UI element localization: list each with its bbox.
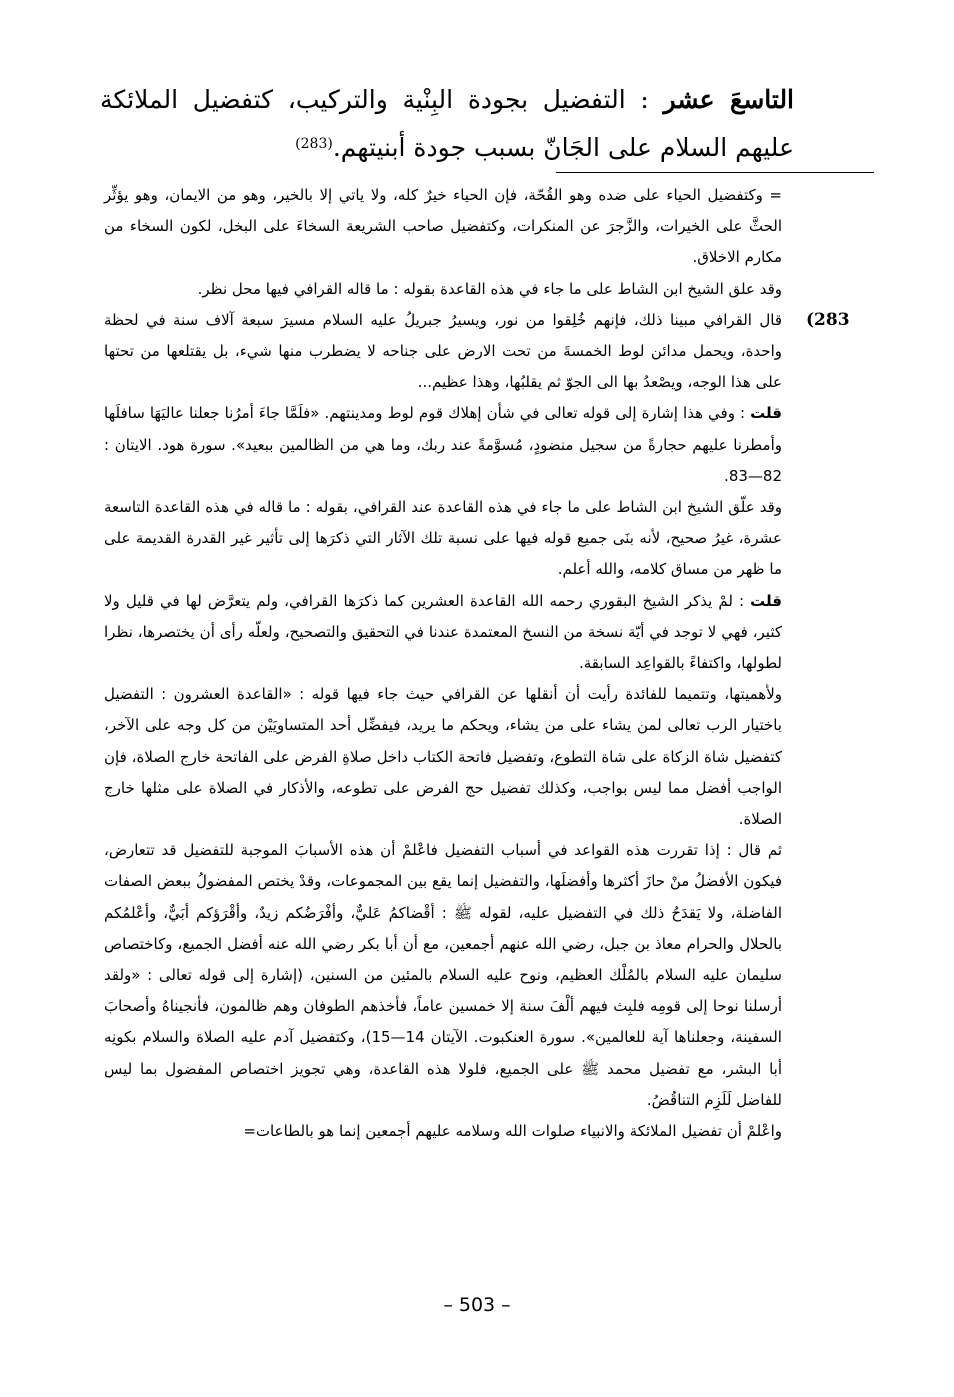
heading-text: : التفضيل بجودة البِنْية والتركيب، كتفضيل الملائكة عليهم السلام على الجَانّ بسبب جودة أبنيتهم. [100, 85, 794, 162]
footnote-paragraph: ثم قال : إذا تقررت هذه القواعد في أسباب التفضيل فاعْلمْ أن هذه الأسبابَ الموجبة للتفضيل قد تتعارض، فيكون الأفضلُ منْ حازَ أكثرها وأفضلَها، والتفضيل إنما يقع بين المجموعات، وقدْ يختص المفضولُ ببعض الصفات الفاضلة، ولا يَقدَحُ ذلك في التفضيل عليه، لقوله ﷺ : أقْضاكمُ عَليٌّ، وأفْرَضُكم زيدٌ، وأقْرَؤكم أبَيٌّ، وأعْلمُكم بالحلال والحرام معاذ بن جبل، رضي الله عنهم أجمعين، مع أن أبا بكر رضي الله عنه أفضل الجميع، وكاختصاص سليمان عليه السلام بالمُلْك العظيم، ونوح عليه السلام بالمئين من السنين، (إشارة إلى قوله تعالى : «ولقد أرسلنا نوحا إلى قومِه فلبِث فيهم ألْفَ سنة إلا خمسين عاماً، فأخذهم الطوفان وهم ظالمون، فأنجيناهُ وأصحابَ السفينة، وجعلناها آية للعالمين». سورة العنكبوت. الآيتان 14—15)، وكتفضيل آدم عليه الصلاة والسلام بكونِه أبا البشر، مع تفضيل محمد ﷺ على الجميع، فلولا هذه القاعدة، وهي تجويز اختصاص المفضول بما ليس للفاضل لَلَزِم التناقُضُ. [104, 841, 782, 1109]
footnote-paragraph: وقد علّق الشيخ ابن الشاط على ما جاء في هذه القاعدة عند القرافي، بقوله : ما قاله في هذه القاعدة التاسعة عشرة، غيرُ صحيح، لأنه بنَى جميع قوله فيها على نسبة تلك الآثار التي ذكرَها إلى تأثير غير القدرة القديمة على ما ظهر من مساق كلامه، والله أعلم. [104, 498, 782, 579]
footnote-body [104, 180, 782, 1147]
footnote-number: (283 [806, 310, 850, 330]
footnote-paragraph: = وكتفضيل الحياء على ضده وهو القُحّة، فإن الحياء خيرٌ كله، ولا ياتي إلا بالخير، وهو من الايمان، وهو يؤثِّر الحثَّ على الخيرات، والزَّجرَ عن المنكرات، وكتفضيل صاحب الشريعة السخاءَ على البخل، لكون السخاء من مكارم الاخلاق. [104, 186, 782, 267]
footnote-paragraph: ولأهميتها، وتتميما للفائدة رأيت أن أنقلها عن القرافي حيث جاء فيها قوله : «القاعدة العشرون : التفضيل باختيار الرب تعالى لمن يشاء على من يشاء، ويحكم ما يريد، فيفضِّل أحد المتساويَيْن من كل وجه على الآخر، كتفضيل شاة الزكاة على شاة التطوع، وتفضيل فاتحة الكتاب داخل صلاةِ الفرض على الفاتحة خارج الصلاة، فإن الواجب أفضل مما ليس بواجب، وكذلك تفضيل حج الفرض على تطوعه، والأذكار في الصلاة على مثلها خارج الصلاة. [104, 685, 782, 829]
footnote-paragraph: واعْلمْ أن تفضيل الملائكة والانبياء صلوات الله وسلامه عليهم أجمعين إنما هو بالطاعات= [243, 1122, 782, 1141]
footnote-paragraph: وقد علق الشيخ ابن الشاط على ما جاء في هذه القاعدة بقوله : ما قاله القرافي فيها محل نظر. [197, 279, 782, 298]
page-number: – 503 – [443, 1294, 511, 1316]
footnote-reference: (283) [295, 136, 333, 152]
heading-lead: التاسعَ عشر [663, 85, 795, 114]
continuation-marker: = [243, 1122, 256, 1141]
footnote-paragraph: قلت : وفي هذا إشارة إلى قوله تعالى في شأن إهلاك قوم لوط ومدينتهم. «فلَمَّا جاءَ أمرُنا جعلنا عاليَهَا سافلَها وأمطرنا عليهم حجارةً من سجيل منضودٍ، مُسوَّمةً عند ربك، وما هي من الظالمين ببعيد». سورة هود. الايتان : 82—83. [104, 404, 782, 485]
footnote-paragraph: قلت : لمْ يذكر الشيخ البقوري رحمه الله القاعدة العشرين كما ذكرَها القرافي، ولم يتعرَّض لها في قليل ولا كثير، فهي لا توجد في أيّة نسخة من النسخ المعتمدة عندنا في التحقيق والتصحيح، ولعلّه رأى أن يختصرها، نظرا لطولها، واكتفاءً بالقواعِد السابقة. [104, 591, 782, 673]
footnote-paragraph: قال القرافي مبينا ذلك، فإنهم خُلِقوا من نور، ويسيرُ جبريلُ عليه السلام مسيرَ سبعة آلاف سنة في لحظة واحدة، ويحمل مدائن لوط الخمسةَ من تحت الارض على جناحه لا يضطرب منها شيء، بل يقتلعها من تحتها على هذا الوجه، ويصْعدُ بها الى الجوّ ثم يقلبُها، وهذا عظيم... [104, 310, 782, 392]
rule-heading [100, 78, 794, 170]
footnote-separator [556, 172, 874, 173]
